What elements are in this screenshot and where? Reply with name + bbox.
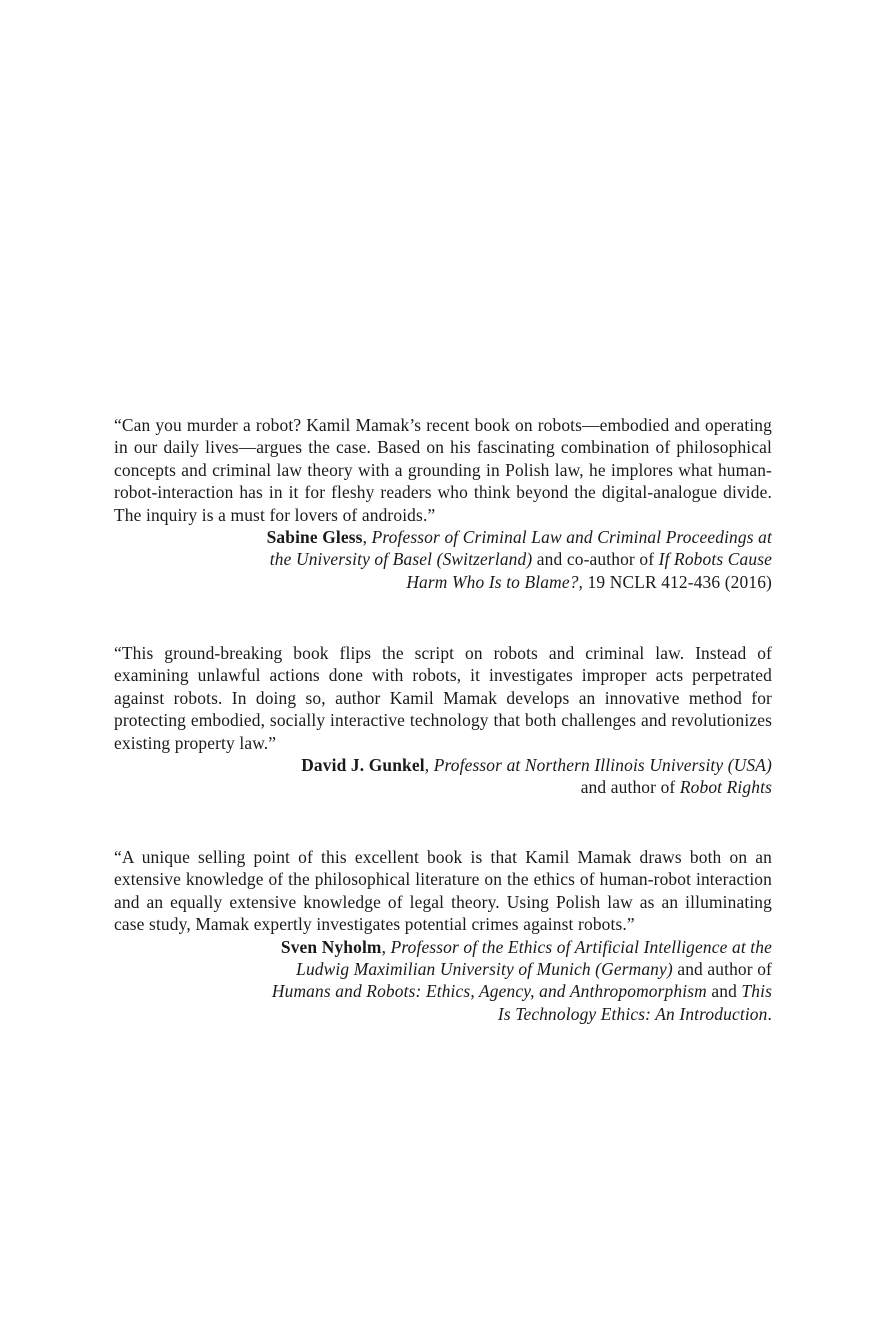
endorsement-quote: “A unique selling point of this excellent book is that Kamil Mamak draws both on an extensive knowledge of the philosophical literature on the ethics of human-robot interaction and an equally extensive knowledge of legal theory. Using Polish law as an illuminating case study, Mamak expertly investigates potential crimes against robots.” (114, 847, 772, 935)
endorsement-gunkel (114, 642, 772, 799)
endorser-work-title: Humans and Robots: Ethics, Agency, and Anthropomorphism (271, 981, 707, 1002)
endorser-work-title-2-cont: Is Technology Ethics: An Introduction (497, 1003, 768, 1024)
endorser-name: Sven Nyholm (280, 936, 382, 957)
endorser-name: David J. Gunkel (301, 755, 425, 776)
endorser-work-title-cont: Harm Who Is to Blame?, (406, 571, 584, 592)
endorser-work-citation: 19 NCLR 412-436 (2016) (583, 571, 772, 592)
endorsement-nyholm (114, 846, 772, 1025)
endorser-role-cont: Ludwig Maximilian University of Munich (Germany) (296, 959, 673, 980)
endorser-work-title-2: This (741, 981, 772, 1002)
endorsement-attribution: Sven Nyholm, Professor of the Ethics of Artificial Intelligence at the Ludwig Maximilian University of Munich (Germany) and author of Humans and Robots: Ethics, Agency, and Anthropomorphism and This Is Technology Ethics: An Introduction. (271, 936, 772, 1024)
endorsement-quote: “This ground-breaking book flips the script on robots and criminal law. Instead of examining unlawful actions done with robots, it investigates improper acts perpetrated against robots. In doing so, author Kamil Mamak develops an innovative method for protecting embodied, socially interactive technology that both challenges and revolutionizes existing property law.” (114, 643, 772, 753)
endorser-work-title: Robot Rights (679, 777, 772, 798)
endorsement-attribution: Sabine Gless, Professor of Criminal Law and Criminal Proceedings at the University of Basel (Switzerland) and co-author of If Robots Cause Harm Who Is to Blame?, 19 NCLR 412-436 (2016) (266, 527, 772, 592)
endorser-role: Professor of the Ethics of Artificial Intelligence at the (390, 936, 772, 957)
endorser-role: Professor at Northern Illinois University (USA) (433, 755, 772, 776)
endorser-role: Professor of Criminal Law and Criminal Proceedings at (371, 527, 772, 548)
endorser-name: Sabine Gless (266, 527, 363, 548)
endorser-work-title: If Robots Cause (658, 549, 772, 570)
endorsement-gless (114, 414, 772, 593)
endorser-role-cont: the University of Basel (Switzerland) (269, 549, 533, 570)
endorsement-quote: “Can you murder a robot? Kamil Mamak’s recent book on robots—embodied and operating in our daily lives—argues the case. Based on his fascinating combination of philosophical concepts and criminal law theory with a grounding in Polish law, he implores what human-robot-interaction has in it for fleshy readers who think beyond the digital-analogue divide. The inquiry is a must for lovers of androids.” (114, 415, 772, 525)
endorsement-attribution: David J. Gunkel, Professor at Northern Illinois University (USA) and author of Robot Rights (301, 755, 772, 798)
